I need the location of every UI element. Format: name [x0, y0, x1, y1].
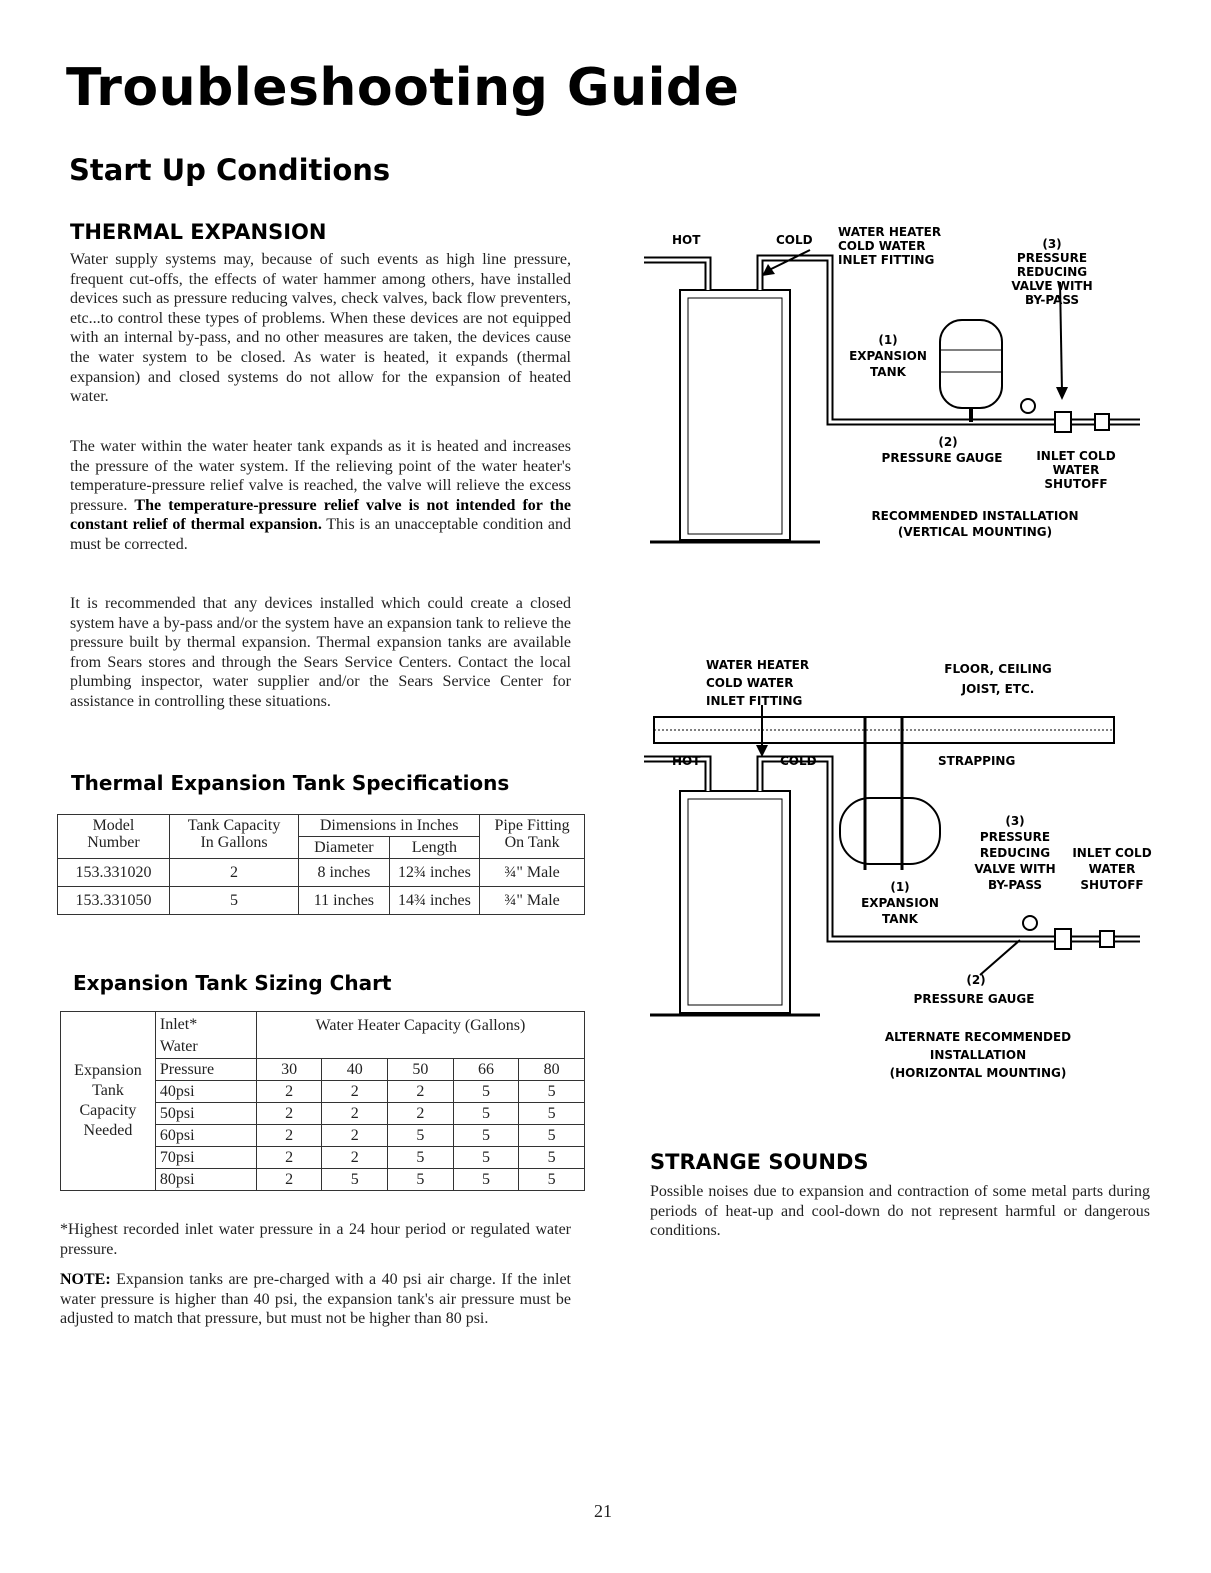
prv-label-2: PRESSURE: [979, 830, 1051, 844]
sizing-value-cell: 5: [519, 1081, 585, 1103]
page-number: 21: [594, 1501, 612, 1521]
spec-table: [57, 814, 585, 915]
page-title: Troubleshooting Guide: [66, 58, 740, 118]
spec-cell-capacity: 2: [169, 859, 298, 887]
shutoff-valve-icon: [1100, 931, 1114, 947]
thermal-expansion-paragraph-1: Water supply systems may, because of such events as high line pressure, frequent cut-offs, the effects of water hammer among others, have installed devices such as pressure reducing valves, check valves, back flow preventers, etc...to control these types of problems. When these devices are not equipped with an internal by-pass, and no other measures are taken, the devices cause the water system to be closed. As water is heated, it expands (thermal expansion) and closed systems do not allow for the expansion of heated water.: [70, 251, 571, 406]
note-text: Expansion tanks are pre-charged with a 40 psi air charge. If the inlet water pressure is higher than 40 psi, the expansion tank's air pressure must be adjusted to match that pressure, but must not be higher than 80 psi.: [60, 1271, 571, 1328]
fitting-label-1: WATER HEATER: [706, 658, 810, 672]
spec-cell-model: 153.331050: [58, 887, 170, 915]
tank-label-3: TANK: [870, 365, 906, 379]
prv-label-2: PRESSURE: [1016, 251, 1088, 265]
vertical-caption-1: RECOMMENDED INSTALLATION: [871, 509, 1079, 523]
gauge-label-2: PRESSURE GAUGE: [881, 451, 1003, 465]
sizing-footnote: *Highest recorded inlet water pressure in a 24 hour period or regulated water pressure.: [60, 1221, 571, 1258]
paragraph-2-bold: The temperature-pressure relief valve is not intended for the constant relief of thermal expansion.: [70, 496, 572, 534]
sizing-value-cell: 2: [256, 1125, 322, 1147]
pressure-gauge-icon: [1023, 916, 1037, 930]
fitting-label-3: INLET FITTING: [706, 694, 803, 708]
shutoff-label-1: INLET COLD: [1036, 449, 1116, 463]
sizing-pressure-cell: 60psi: [155, 1125, 256, 1147]
hot-label: HOT: [672, 233, 701, 247]
cold-label: COLD: [780, 754, 817, 768]
note-label: NOTE:: [60, 1271, 111, 1288]
prv-label-5: BY-PASS: [987, 878, 1043, 892]
spec-header-row: [58, 815, 585, 837]
fitting-label-1: WATER HEATER: [838, 225, 942, 239]
cold-label: COLD: [776, 233, 813, 247]
tank-label-1: (1): [890, 880, 910, 894]
horizontal-caption-2: INSTALLATION: [929, 1048, 1027, 1062]
sizing-value-cell: 2: [322, 1147, 388, 1169]
spec-header-dimensions: Dimensions in Inches: [299, 815, 480, 837]
shutoff-label-3: SHUTOFF: [1044, 477, 1108, 491]
expansion-tank: [840, 798, 940, 864]
fitting-label-3: INLET FITTING: [838, 253, 935, 267]
sizing-value-cell: 5: [388, 1147, 454, 1169]
prv-label-1: (3): [1042, 237, 1062, 251]
spec-header-model: Model Number: [58, 815, 170, 859]
spec-header-diameter: Diameter: [299, 837, 390, 859]
sizing-value-cell: 2: [256, 1147, 322, 1169]
shutoff-valve-icon: [1095, 414, 1109, 430]
sizing-value-cell: 5: [453, 1103, 519, 1125]
sizing-value-cell: 2: [256, 1103, 322, 1125]
sizing-value-cell: 2: [388, 1103, 454, 1125]
sizing-value-cell: 5: [519, 1125, 585, 1147]
sizing-capacity-66: 66: [453, 1059, 519, 1081]
sizing-value-cell: 5: [453, 1147, 519, 1169]
sizing-value-cell: 2: [256, 1081, 322, 1103]
sizing-value-cell: 5: [453, 1125, 519, 1147]
spec-cell-length: 14¾ inches: [389, 887, 480, 915]
sizing-value-cell: 2: [322, 1103, 388, 1125]
fitting-label-2: COLD WATER: [706, 676, 794, 690]
sizing-capacity-40: 40: [322, 1059, 388, 1081]
tank-label-1: (1): [878, 333, 898, 347]
table-row: [58, 859, 585, 887]
spec-cell-diameter: 11 inches: [299, 887, 390, 915]
shutoff-label-3: SHUTOFF: [1080, 878, 1144, 892]
prv-label-5: BY-PASS: [1024, 293, 1080, 307]
sizing-value-cell: 5: [519, 1147, 585, 1169]
prv-label-3: REDUCING: [979, 846, 1051, 860]
floor-label-1: FLOOR, CEILING: [944, 662, 1052, 676]
vertical-caption-2: (VERTICAL MOUNTING): [897, 525, 1053, 539]
sizing-capacity-50: 50: [388, 1059, 454, 1081]
fitting-arrow-head: [762, 264, 775, 276]
hot-pipe: [644, 260, 708, 290]
tank-label-2: EXPANSION: [849, 349, 927, 363]
sizing-value-cell: 2: [322, 1125, 388, 1147]
sizing-value-cell: 5: [519, 1169, 585, 1191]
sizing-pressure-cell: 80psi: [155, 1169, 256, 1191]
sizing-left-label: Expansion Tank Capacity Needed: [61, 1012, 156, 1191]
prv-label-1: (3): [1005, 814, 1025, 828]
sizing-note: [60, 1270, 571, 1329]
strapping-label: STRAPPING: [938, 754, 1016, 768]
expansion-tank: [940, 320, 1002, 408]
sizing-capacity-80: 80: [519, 1059, 585, 1081]
gauge-label-2: PRESSURE GAUGE: [913, 992, 1035, 1006]
strange-sounds-text: Possible noises due to expansion and contraction of some metal parts during periods of heat-up and cool-down do not represent harmful or dangerous conditions.: [650, 1183, 1150, 1240]
shutoff-label-1: INLET COLD: [1072, 846, 1152, 860]
fitting-label-2: COLD WATER: [838, 239, 926, 253]
horizontal-mounting-diagram: [640, 655, 1160, 1095]
water-heater-tank: [680, 290, 790, 540]
horizontal-caption-1: ALTERNATE RECOMMENDED: [884, 1030, 1072, 1044]
sizing-chart-heading: Expansion Tank Sizing Chart: [73, 971, 392, 995]
sizing-pressure-cell: 70psi: [155, 1147, 256, 1169]
hot-pipe-inner: [644, 260, 708, 290]
shutoff-label-2: WATER: [1088, 862, 1136, 876]
spec-cell-diameter: 8 inches: [299, 859, 390, 887]
spec-header-capacity: Tank Capacity In Gallons: [169, 815, 298, 859]
hot-label: HOT: [672, 754, 701, 768]
floor-label-2: JOIST, ETC.: [961, 682, 1035, 696]
spec-table-heading: Thermal Expansion Tank Specifications: [71, 771, 510, 795]
fitting-arrow-head: [756, 745, 768, 757]
prv-label-4: VALVE WITH: [974, 862, 1056, 876]
sizing-capacity-header: Water Heater Capacity (Gallons): [256, 1012, 584, 1059]
horizontal-caption-3: (HORIZONTAL MOUNTING): [889, 1066, 1067, 1080]
paragraph-2-end: This is an unacceptable condition and must be corrected.: [70, 516, 572, 553]
tank-label-3: TANK: [882, 912, 918, 926]
spec-cell-length: 12¾ inches: [389, 859, 480, 887]
spec-cell-pipe: ¾" Male: [480, 859, 585, 887]
sizing-pressure-cell: 40psi: [155, 1081, 256, 1103]
sizing-value-cell: 5: [388, 1169, 454, 1191]
spec-cell-pipe: ¾" Male: [480, 887, 585, 915]
strange-sounds-heading: STRANGE SOUNDS: [650, 1150, 869, 1174]
pressure-gauge-icon: [1021, 399, 1035, 413]
sizing-value-cell: 5: [453, 1081, 519, 1103]
sizing-table: [60, 1011, 585, 1191]
thermal-expansion-paragraph-2: [70, 437, 571, 555]
sizing-value-cell: 5: [519, 1103, 585, 1125]
prv-valve-icon: [1055, 412, 1071, 432]
spec-cell-capacity: 5: [169, 887, 298, 915]
sizing-value-cell: 5: [453, 1169, 519, 1191]
gauge-label-1: (2): [938, 435, 958, 449]
prv-label-3: REDUCING: [1016, 265, 1088, 279]
shutoff-label-2: WATER: [1052, 463, 1100, 477]
sizing-capacity-30: 30: [256, 1059, 322, 1081]
spec-header-pipe: Pipe Fitting On Tank: [480, 815, 585, 859]
prv-valve-icon: [1055, 929, 1071, 949]
prv-label-4: VALVE WITH: [1011, 279, 1093, 293]
sizing-value-cell: 2: [256, 1169, 322, 1191]
sizing-pressure-header: Pressure: [155, 1059, 256, 1081]
sizing-pressure-cell: 50psi: [155, 1103, 256, 1125]
sizing-inlet-header: Inlet* Water: [155, 1012, 256, 1059]
page-subtitle: Start Up Conditions: [69, 153, 391, 187]
prv-arrow-head: [1056, 387, 1068, 400]
sizing-value-cell: 5: [322, 1169, 388, 1191]
sizing-value-cell: 2: [388, 1081, 454, 1103]
spec-cell-model: 153.331020: [58, 859, 170, 887]
gauge-label-1: (2): [966, 973, 986, 987]
gauge-arrow: [980, 940, 1020, 975]
tank-label-2: EXPANSION: [861, 896, 939, 910]
sizing-value-cell: 2: [322, 1081, 388, 1103]
table-row: [58, 887, 585, 915]
paragraph-2-start: The water within the water heater tank expands as it is heated and increases the pressure of the water system. If the relieving point of the water heater's temperature-pressure relief valve is reached, the valve will relieve the excess pressure.: [70, 438, 571, 514]
thermal-expansion-heading: THERMAL EXPANSION: [70, 220, 327, 244]
spec-header-length: Length: [389, 837, 480, 859]
water-heater-tank: [680, 791, 790, 1013]
sizing-value-cell: 5: [388, 1125, 454, 1147]
thermal-expansion-paragraph-3: It is recommended that any devices installed which could create a closed system have a by-pass and/or the system have an expansion tank to relieve the pressure built by thermal expansion. Thermal expansion tanks are available from Sears stores and through the Sears Service Centers. Contact the local plumbing inspector, water supplier and/or the Sears Service Center for assistance in controlling these situations.: [70, 595, 571, 710]
vertical-mounting-diagram: [640, 222, 1160, 562]
